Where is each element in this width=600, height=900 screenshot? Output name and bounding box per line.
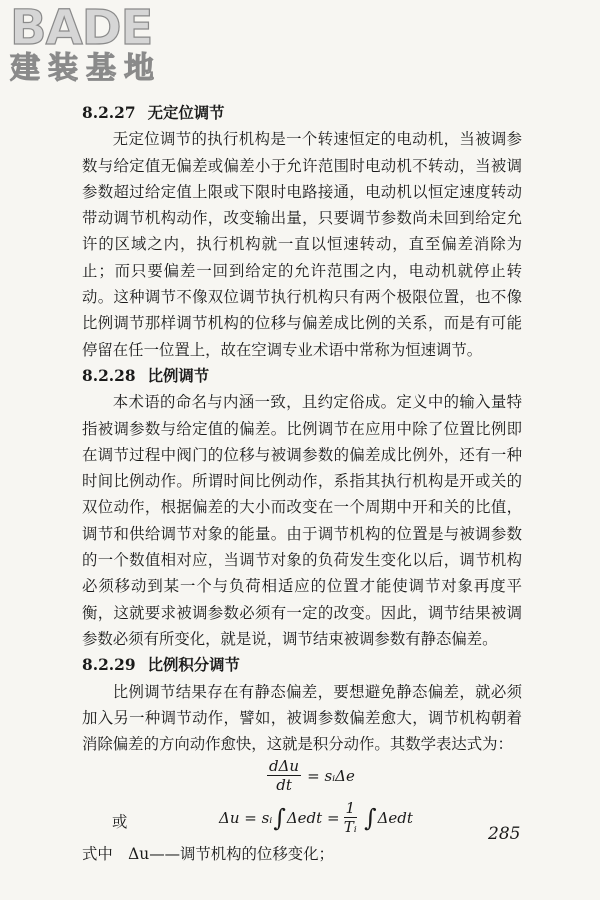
page-number: 285	[488, 824, 521, 844]
section-number: 8.2.27	[82, 104, 136, 122]
section-paragraph: 本术语的命名与内涵一致，且约定俗成。定义中的输入量特指被调参数与给定值的偏差。比例调节在应用中除了位置比例即在调节过程中阀门的位移与被调参数的偏差成比例外，还有一种时间比例动作。所谓时间比例动作，系指其执行机构是开或关的双位动作，根据偏差的大小而改变在一个周期中开和关的比值，调节和供给调节对象的能量。由于调节机构的位置是与被调参数的一个数值相对应，当调节对象的负荷发生变化以后，调节机构必须移动到某一个与负荷相适应的位置才能使调节对象再度平衡，这就要求被调参数必须有一定的改变。因此，调节结果被调参数必须有所变化，就是说，调节结束被调参数有静态偏差。	[82, 393, 522, 648]
derivative-fraction	[267, 757, 301, 794]
integral-fraction	[344, 799, 358, 836]
section-heading-8-2-27	[82, 100, 522, 126]
section-paragraph: 无定位调节的执行机构是一个转速恒定的电动机，当被调参数与给定值无偏差或偏差小于允许范围时电动机不转动，当被调参数超过给定值上限或下限时电路接通，电动机以恒定速度转动带动调节机构动作，改变输出量，只要调节参数尚未回到给定允许的区域之内，执行机构就一直以恒速转动，直至偏差消除为止；而只要偏差一回到给定的允许范围之内，电动机就停止转动。这种调节不像双位调节执行机构只有两个极限位置，也不像比例调节那样调节机构的位移与偏差成比例的关系，而是有可能停留在任一位置上，故在空调专业术语中常称为恒速调节。	[82, 130, 522, 359]
section-number: 8.2.29	[82, 656, 136, 675]
integral-sign-icon: ∫	[364, 803, 377, 832]
bade-logo	[10, 2, 180, 86]
integral-sign-icon: ∫	[273, 803, 286, 832]
fraction-denominator: dt	[276, 776, 292, 795]
section-heading-8-2-28	[82, 363, 522, 389]
formula-note: 式中 Δu——调节机构的位移变化；	[82, 845, 334, 864]
fraction-numerator: dΔu	[269, 757, 300, 776]
section-title: 无定位调节	[147, 104, 225, 122]
formula-rhs: = sᵢΔe	[307, 766, 355, 785]
section-title: 比例调节	[147, 366, 210, 385]
formula-tail: Δedt	[377, 808, 413, 827]
fraction-denominator: Tᵢ	[343, 818, 357, 837]
document-body	[82, 100, 522, 868]
logo-subtitle: 建装基地	[10, 51, 162, 86]
fraction-numerator: 1	[345, 799, 356, 818]
or-label: 或	[112, 813, 128, 832]
formula-integral	[82, 797, 522, 841]
formula-integrand: Δedt =	[286, 808, 340, 827]
formula-lhs: Δu = sᵢ	[219, 808, 273, 827]
section-title: 比例积分调节	[147, 656, 240, 675]
formula-derivative	[82, 757, 522, 797]
section-heading-8-2-29	[82, 652, 522, 678]
section-paragraph: 比例调节结果存在有静态偏差，要想避免静态偏差，就必须加入另一种调节动作，譬如，被调参数偏差愈大，调节机构朝着消除偏差的方向动作愈快，这就是积分动作。其数学表达式为：	[82, 682, 522, 754]
logo-wordmark: BADE	[10, 0, 153, 56]
section-number: 8.2.28	[82, 366, 136, 385]
